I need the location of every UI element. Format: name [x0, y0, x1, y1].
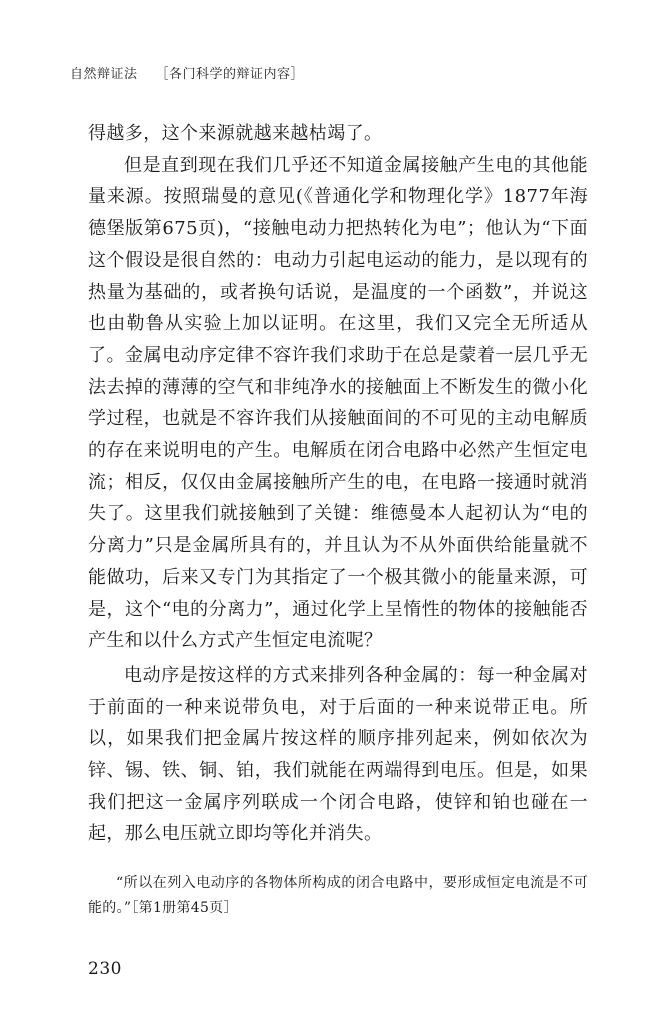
book-title: 自然辩证法 [70, 67, 138, 82]
body-text [88, 118, 588, 850]
section-title: ［各门科学的辩证内容］ [155, 67, 305, 82]
paragraph-energy-source: 但是直到现在我们几乎还不知道金属接触产生电的其他能量来源。按照瑞曼的意见(《普通化学和物理化学》1877年海德堡版第675页)，“接触电动力把热转化为电”；他认为“下面这个假设是很自然的：电动力引起电运动的能力，是以现有的热量为基础的，或者换句话说，是温度的一个函数”，并说这也由勒鲁从实验上加以证明。在这里，我们又完全无所适从了。金属电动序定律不容许我们求助于在总是蒙着一层几乎无法去掉的薄薄的空气和非纯净水的接触面上不断发生的微小化学过程，也就是不容许我们从接触面间的不可见的主动电解质的存在来说明电的产生。电解质在闭合电路中必然产生恒定电流；相反，仅仅由金属接触所产生的电，在电路一接通时就消失了。这里我们就接触到了关键：维德曼本人起初认为“电的分离力”只是金属所具有的，并且认为不从外面供给能量就不能做功，后来又专门为其指定了一个极其微小的能量来源，可是，这个“电的分离力”，通过化学上呈惰性的物体的接触能否产生和以什么方式产生恒定电流呢？ [88, 154, 588, 652]
footnote [88, 871, 588, 921]
paragraph-electromotive-series: 电动序是按这样的方式来排列各种金属的：每一种金属对于前面的一种来说带负电，对于后面的一种来说带正电。所以，如果我们把金属片按这样的顺序排列起来，例如依次为锌、锡、铁、铜、铂，我们就能在两端得到电压。但是，如果我们把这一金属序列联成一个闭合电路，使锌和铂也碰在一起，那么电压就立即均等化并消失。 [88, 664, 588, 845]
running-head [70, 63, 304, 82]
paragraph-continuation: 得越多，这个来源就越来越枯竭了。 [88, 123, 383, 144]
footnote-text: “所以在列入电动序的各物体所构成的闭合电路中，要形成恒定电流是不可能的。”［第1册第45页］ [88, 875, 588, 916]
page-number: 230 [88, 959, 122, 979]
